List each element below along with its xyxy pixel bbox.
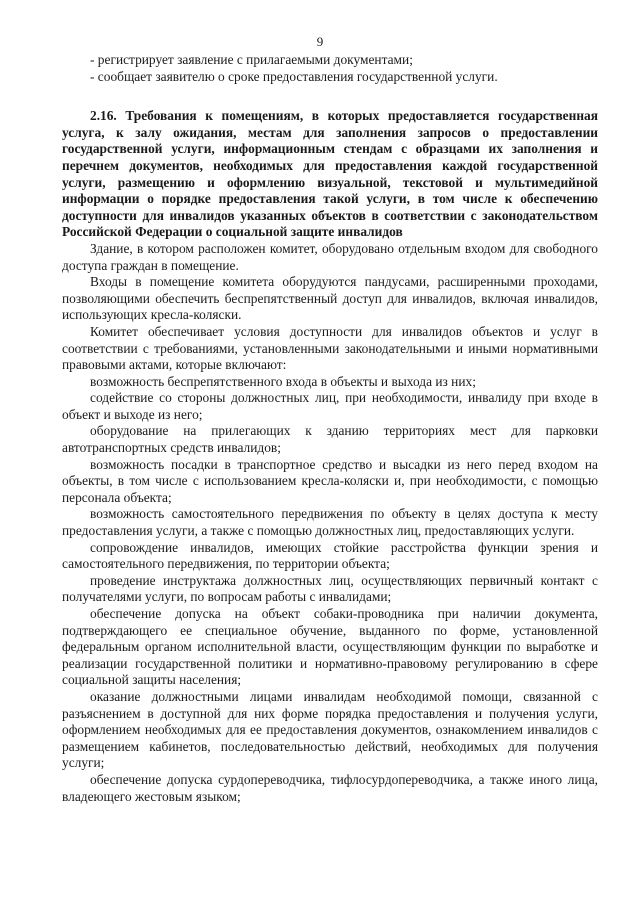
paragraph: сопровождение инвалидов, имеющих стойкие расстройства функции зрения и самостоятельного передвижения, по территории объекта;: [62, 539, 598, 572]
page-number: 9: [316, 34, 324, 49]
paragraph: проведение инструктажа должностных лиц, осуществляющих первичный контакт с получателями услуги, по вопросам работы с инвалидами;: [62, 572, 598, 605]
paragraph: обеспечение допуска сурдопереводчика, тифлосурдопереводчика, а также иного лица, владеющего жестовым языком;: [62, 771, 598, 804]
list-item: - сообщает заявителю о сроке предоставления государственной услуги.: [90, 68, 498, 84]
list-item: - регистрирует заявление с прилагаемыми документами;: [90, 52, 413, 67]
paragraph: обеспечение допуска на объект собаки-проводника при наличии документа, подтверждающего ее специальное обучение, выданного по форме, установленной федеральным органом исполнительной власти, осуществляющим функции по выработке и реализации государственной политики и нормативно-правовому регулированию в сфере социальной защиты населения;: [62, 606, 598, 688]
paragraph: Здание, в котором расположен комитет, оборудовано отдельным входом для свободного доступа граждан в помещение.: [62, 240, 598, 273]
section-heading: 2.16. Требования к помещениям, в которых предоставляется государственная услуга, к залу ожидания, местам для заполнения запросов о предоставлении государственной услуги, информационным стендам с образцами их заполнения и перечнем документов, необходимых для предоставления каждой государственной услуги, размещению и оформлению визуальной, текстовой и мультимедийной информации о порядке предоставления такой услуги, в том числе к обеспечению доступности для инвалидов указанных объектов в соответствии с законодательством Российской Федерации о социальной защите инвалидов: [62, 108, 598, 240]
paragraph: оказание должностными лицами инвалидам необходимой помощи, связанной с разъяснением в доступной для них форме порядка предоставления и получения услуги, оформлением необходимых для ее предоставления документов, ознакомлением инвалидов с размещением кабинетов, последовательностью действий, необходимых для получения услуги;: [62, 688, 598, 771]
paragraph: оборудование на прилегающих к зданию территориях мест для парковки автотранспортных средств инвалидов;: [62, 423, 598, 456]
intro-list: [62, 52, 598, 85]
paragraph: возможность беспрепятственного входа в объекты и выхода из них;: [90, 373, 476, 389]
paragraph: возможность самостоятельного передвижения по объекту в целях доступа к месту предоставления услуги, а также с помощью должностных лиц, предоставляющих услуги.: [62, 506, 598, 539]
paragraph: Комитет обеспечивает условия доступности для инвалидов объектов и услуг в соответствии с требованиями, установленными законодательными и иными нормативными правовыми актами, которые включают:: [62, 323, 598, 373]
paragraph: возможность посадки в транспортное средство и высадки из него перед входом на объекты, в том числе с использованием кресла-коляски и, при необходимости, с помощью персонала объекта;: [62, 456, 598, 505]
paragraph: Входы в помещение комитета оборудуются пандусами, расширенными проходами, позволяющими обеспечить беспрепятственный доступ для инвалидов, включая инвалидов, использующих кресла-коляски.: [62, 274, 598, 323]
document-body: [62, 52, 598, 805]
paragraph: содействие со стороны должностных лиц, при необходимости, инвалиду при входе в объект и выходе из него;: [62, 390, 598, 422]
